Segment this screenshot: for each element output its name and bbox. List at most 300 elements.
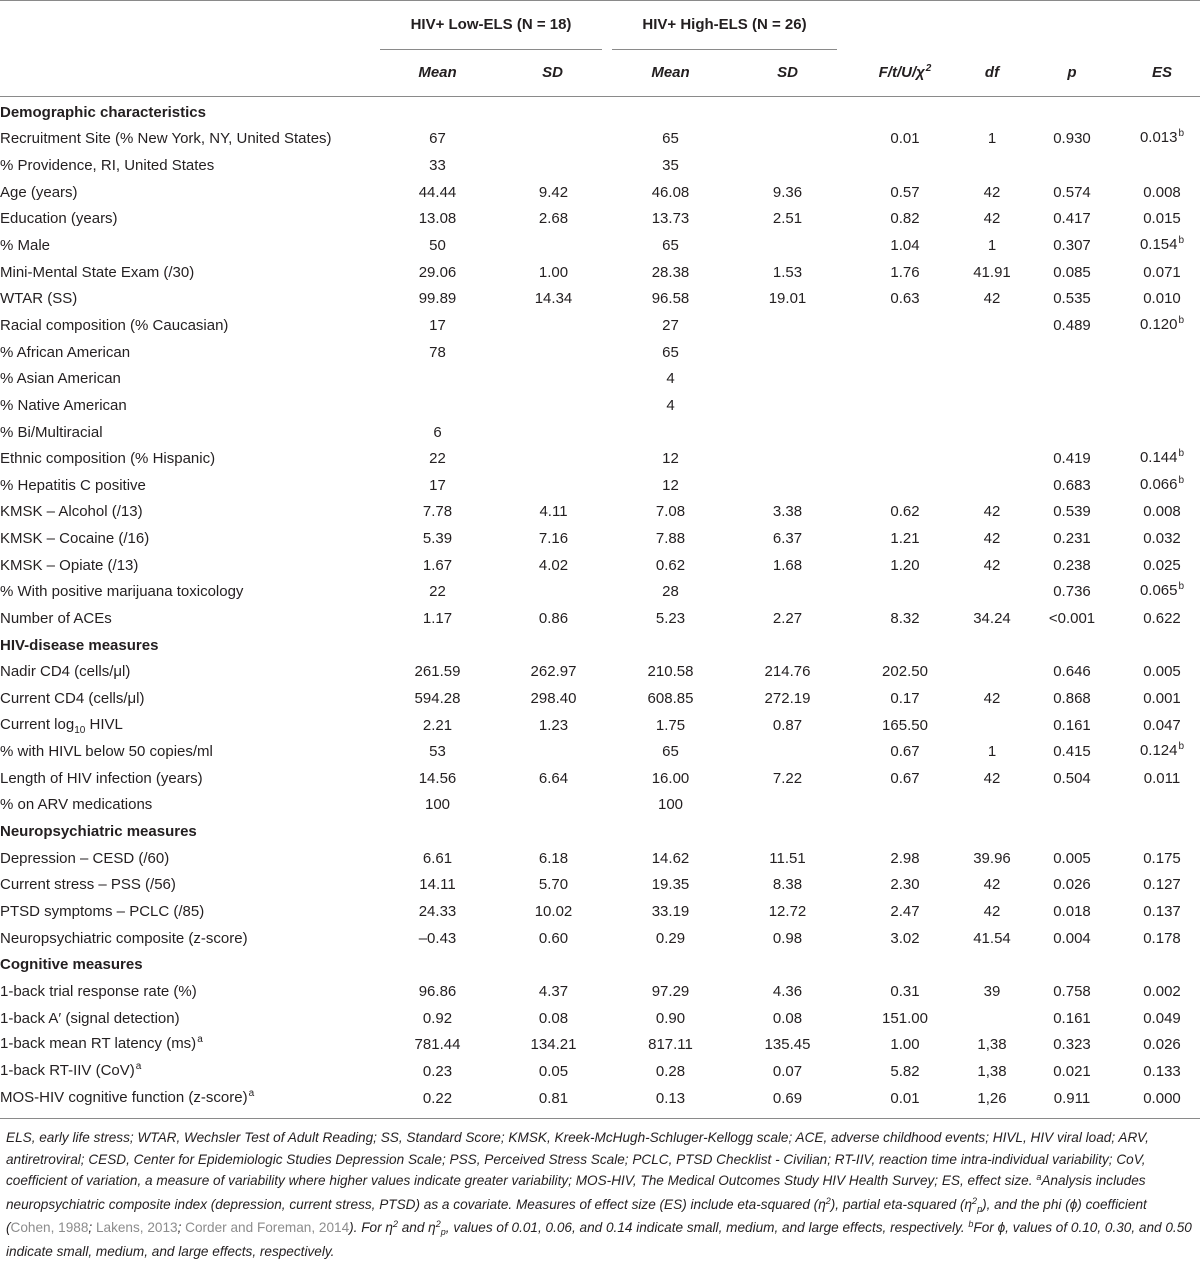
cell-effect-size: 0.065$^b$ xyxy=(1139,581,1185,600)
cell-df: 41.91 xyxy=(973,263,1011,281)
cell-effect-size: 0.622 xyxy=(1143,609,1181,627)
cell-test-statistic xyxy=(846,339,964,366)
cell-sd-high xyxy=(729,792,846,819)
cell-effect-size xyxy=(1124,952,1200,979)
cell-test-statistic xyxy=(846,392,964,419)
row-label: % on ARV medications xyxy=(0,796,153,814)
row-label: Current $\log_{10}$ HIVL xyxy=(0,715,123,736)
cell-effect-size xyxy=(1124,152,1200,179)
cell-sd-low: 2.68 xyxy=(538,210,569,228)
cell-sd-high xyxy=(729,579,846,606)
cell-sd-high: 1.68 xyxy=(772,556,803,574)
cell-df xyxy=(964,445,1020,472)
cell-sd-high: 12.72 xyxy=(768,903,807,921)
cell-test-statistic: 1.00 xyxy=(890,1036,920,1054)
col-header-sd-high: SD xyxy=(777,64,798,81)
table-row xyxy=(0,898,1200,925)
citation-link[interactable]: Corder and Foreman, 2014 xyxy=(185,1220,350,1235)
cell-effect-size: 0.008 xyxy=(1143,183,1181,201)
footnote-a-text: and η xyxy=(397,1220,436,1235)
cell-mean-high: 65 xyxy=(662,237,679,255)
table-row xyxy=(0,978,1200,1005)
cell-mean-high: 46.08 xyxy=(651,183,690,201)
cell-test-statistic xyxy=(846,152,964,179)
cell-effect-size: 0.047 xyxy=(1143,716,1181,734)
cell-df xyxy=(964,632,1020,659)
cell-test-statistic: 165.50 xyxy=(882,716,928,734)
cell-mean-high: 12 xyxy=(662,450,679,468)
cell-mean-high: 0.62 xyxy=(655,556,686,574)
cell-df xyxy=(964,579,1020,606)
cell-df xyxy=(964,99,1020,126)
cell-mean-low: 594.28 xyxy=(414,689,461,707)
cell-sd-low xyxy=(495,99,612,126)
cell-test-statistic: 1.76 xyxy=(890,263,920,281)
row-label: % Asian American xyxy=(0,370,121,388)
cell-sd-low: 134.21 xyxy=(530,1036,577,1054)
cell-mean-low: 44.44 xyxy=(418,183,457,201)
cell-effect-size xyxy=(1124,632,1200,659)
cell-mean-low: 67 xyxy=(429,130,446,148)
cell-effect-size: 0.001 xyxy=(1143,689,1181,707)
row-label: % Providence, RI, United States xyxy=(0,157,215,175)
cell-p-value: 0.161 xyxy=(1053,716,1091,734)
cell-p-value xyxy=(1020,952,1124,979)
table-row xyxy=(0,312,1200,339)
cell-mean-low: 781.44 xyxy=(414,1036,461,1054)
cell-test-statistic xyxy=(846,365,964,392)
cell-effect-size: 0.032 xyxy=(1143,530,1181,548)
cell-sd-low xyxy=(495,232,612,259)
table-row xyxy=(0,1058,1200,1085)
cell-p-value: 0.417 xyxy=(1053,210,1091,228)
cell-sd-low: 5.70 xyxy=(538,876,569,894)
cell-p-value: 0.026 xyxy=(1053,876,1091,894)
cell-sd-low: 4.37 xyxy=(538,982,569,1000)
cell-p-value: 0.085 xyxy=(1053,263,1091,281)
cell-p-value xyxy=(1020,632,1124,659)
cell-mean-high: 5.23 xyxy=(655,609,686,627)
cell-sd-high: 1.53 xyxy=(772,263,803,281)
row-label: Length of HIV infection (years) xyxy=(0,769,203,787)
cell-df: 1 xyxy=(987,130,997,148)
cell-df xyxy=(964,152,1020,179)
footnote-a-text: ), partial eta-squared (η xyxy=(830,1196,973,1212)
cell-p-value xyxy=(1020,365,1124,392)
cell-sd-low: 4.11 xyxy=(539,503,568,521)
table-row xyxy=(0,152,1200,179)
table-row xyxy=(0,259,1200,286)
cell-df: 39 xyxy=(983,982,1001,1000)
cell-sd-low: 262.97 xyxy=(530,663,577,681)
cell-df: 42 xyxy=(983,689,1001,707)
row-label: PTSD symptoms – PCLC (/85) xyxy=(0,903,205,921)
cell-sd-low: 6.18 xyxy=(538,849,569,867)
cell-sd-low xyxy=(495,632,612,659)
cell-p-value: 0.323 xyxy=(1053,1036,1091,1054)
table-row xyxy=(0,339,1200,366)
cell-mean-high: 100 xyxy=(657,796,684,814)
cell-sd-high: 135.45 xyxy=(764,1036,811,1054)
footnote-a-text: Analysis includes neuropsychiatric composite index (depression, current stress, PTSD) as a covariate. Measures of effect size (ES) include eta-squared (η xyxy=(6,1173,1146,1212)
cell-sd-low: 0.86 xyxy=(538,609,569,627)
cell-sd-high: 19.01 xyxy=(768,290,807,308)
row-label: 1-back trial response rate (%) xyxy=(0,982,197,1000)
test-statistic-label: F/t/U/χ xyxy=(878,64,925,81)
cell-sd-high: 0.87 xyxy=(772,716,803,734)
cell-effect-size: 0.120$^b$ xyxy=(1139,314,1185,333)
cell-test-statistic: 0.67 xyxy=(890,769,920,787)
cell-sd-high: 0.08 xyxy=(772,1009,803,1027)
cell-mean-high: 4 xyxy=(666,370,675,388)
table-row xyxy=(0,552,1200,579)
row-label: % Male xyxy=(0,237,51,255)
cell-mean-low: 13.08 xyxy=(418,210,457,228)
cell-mean-high: 0.29 xyxy=(655,929,686,947)
cell-p-value xyxy=(1020,99,1124,126)
cell-mean-high xyxy=(612,99,729,126)
cell-effect-size xyxy=(1124,392,1200,419)
cell-df: 42 xyxy=(983,876,1001,894)
cell-p-value: 0.161 xyxy=(1053,1009,1091,1027)
cell-sd-low xyxy=(495,152,612,179)
cell-sd-low xyxy=(495,818,612,845)
cell-effect-size: 0.133 xyxy=(1143,1062,1181,1080)
cell-mean-low: 99.89 xyxy=(418,290,457,308)
cell-mean-low: 17 xyxy=(429,476,446,494)
cell-sd-high: 11.51 xyxy=(769,849,806,867)
cell-df: 1,38 xyxy=(977,1036,1007,1054)
cell-df: 42 xyxy=(983,530,1001,548)
cell-p-value: 0.005 xyxy=(1053,849,1091,867)
table-row xyxy=(0,365,1200,392)
cell-mean-high: 1.75 xyxy=(655,716,686,734)
cell-df xyxy=(964,339,1020,366)
footnote-a-text: ), and the phi (ϕ) coefficient ( xyxy=(6,1196,1147,1235)
cell-effect-size: 0.002 xyxy=(1143,982,1181,1000)
cell-test-statistic: 2.47 xyxy=(890,903,920,921)
cell-df: 42 xyxy=(983,290,1001,308)
row-label: % Bi/Multiracial xyxy=(0,423,103,441)
partial-eta-superscript: 2 xyxy=(435,1219,441,1229)
cell-test-statistic xyxy=(846,632,964,659)
group-rule-high-els xyxy=(612,49,837,50)
cell-sd-high: 272.19 xyxy=(764,689,811,707)
cell-test-statistic: 1.21 xyxy=(890,530,920,548)
cell-p-value: 0.021 xyxy=(1053,1062,1091,1080)
cell-sd-high xyxy=(729,365,846,392)
cell-sd-high: 0.69 xyxy=(772,1089,803,1107)
cell-mean-low: 22 xyxy=(429,450,446,468)
partial-eta-subscript: p xyxy=(977,1203,983,1214)
cell-df xyxy=(964,658,1020,685)
cell-df: 42 xyxy=(983,503,1001,521)
cell-sd-low: 10.02 xyxy=(534,903,573,921)
cell-sd-low: 0.81 xyxy=(538,1089,569,1107)
cell-mean-low: 0.92 xyxy=(422,1009,453,1027)
results-table xyxy=(0,99,1200,1111)
section-title: Neuropsychiatric measures xyxy=(0,823,197,841)
cell-sd-low xyxy=(495,579,612,606)
cell-sd-low: 1.00 xyxy=(538,263,569,281)
cell-mean-high: 33.19 xyxy=(651,903,690,921)
cell-effect-size: 0.127 xyxy=(1143,876,1181,894)
cell-test-statistic: 0.82 xyxy=(890,210,920,228)
cell-df xyxy=(964,1005,1020,1032)
col-header-es: ES xyxy=(1151,64,1172,81)
table-row xyxy=(0,925,1200,952)
cell-test-statistic xyxy=(846,99,964,126)
row-label: Depression – CESD (/60) xyxy=(0,849,170,867)
row-label: % with HIVL below 50 copies/ml xyxy=(0,743,213,761)
cell-df: 34.24 xyxy=(973,609,1011,627)
cell-mean-low: 29.06 xyxy=(418,263,457,281)
cell-mean-low: 261.59 xyxy=(414,663,461,681)
cell-mean-low: 33 xyxy=(429,157,446,175)
cell-test-statistic: 3.02 xyxy=(890,929,920,947)
cell-effect-size: 0.025 xyxy=(1143,556,1181,574)
cell-p-value: 0.758 xyxy=(1053,982,1091,1000)
cell-mean-low xyxy=(380,952,495,979)
cell-p-value xyxy=(1020,792,1124,819)
partial-eta-superscript: 2 xyxy=(972,1195,978,1206)
cell-test-statistic: 0.01 xyxy=(890,130,920,148)
cell-df: 41.54 xyxy=(973,929,1011,947)
cell-mean-high: 65 xyxy=(662,343,679,361)
cell-effect-size: 0.049 xyxy=(1143,1009,1181,1027)
cell-df: 42 xyxy=(983,556,1001,574)
cell-mean-low xyxy=(380,365,495,392)
cell-sd-low xyxy=(495,365,612,392)
cell-mean-high: 96.58 xyxy=(651,290,690,308)
row-label: KMSK – Alcohol (/13) xyxy=(0,503,143,521)
cell-sd-low xyxy=(495,472,612,499)
cell-mean-low: 50 xyxy=(429,237,446,255)
table-row xyxy=(0,605,1200,632)
cell-df: 1 xyxy=(987,743,997,761)
cell-sd-high: 4.36 xyxy=(772,982,803,1000)
cell-mean-high: 14.62 xyxy=(651,849,690,867)
header-bottom-rule xyxy=(0,96,1200,97)
cell-mean-high: 19.35 xyxy=(651,876,690,894)
row-label: KMSK – Cocaine (/16) xyxy=(0,530,150,548)
cell-df xyxy=(964,392,1020,419)
row-label: Recruitment Site (% New York, NY, United States) xyxy=(0,130,332,148)
cell-effect-size: 0.175 xyxy=(1143,849,1181,867)
table-row xyxy=(0,499,1200,526)
partial-eta-subscript: p xyxy=(440,1227,446,1237)
row-label: Ethnic composition (% Hispanic) xyxy=(0,450,216,468)
col-header-mean-low: Mean xyxy=(418,64,457,81)
test-statistic-superscript: 2 xyxy=(925,63,932,74)
cell-mean-low: 78 xyxy=(429,343,446,361)
cell-mean-high: 13.73 xyxy=(651,210,690,228)
cell-p-value: 0.419 xyxy=(1053,450,1091,468)
cell-mean-high: 65 xyxy=(662,743,679,761)
cell-sd-low: 298.40 xyxy=(530,689,577,707)
cell-effect-size: 0.066$^b$ xyxy=(1139,474,1185,493)
cell-sd-high xyxy=(729,312,846,339)
cell-effect-size xyxy=(1124,365,1200,392)
cell-p-value xyxy=(1020,339,1124,366)
cell-effect-size: 0.154$^b$ xyxy=(1139,235,1185,254)
cell-test-statistic: 0.62 xyxy=(890,503,920,521)
row-label: Current stress – PSS (/56) xyxy=(0,876,176,894)
cell-sd-low xyxy=(495,738,612,765)
row-label: 1-back mean RT latency (ms)$^a$ xyxy=(0,1034,203,1053)
eta-squared-superscript: 2 xyxy=(825,1195,831,1206)
cell-sd-low: 1.23 xyxy=(538,716,569,734)
cell-mean-low xyxy=(380,818,495,845)
cell-p-value: 0.231 xyxy=(1053,530,1091,548)
table-row xyxy=(0,579,1200,606)
cell-mean-low: 5.39 xyxy=(422,530,453,548)
cell-df: 42 xyxy=(983,903,1001,921)
cell-mean-high: 28 xyxy=(662,583,679,601)
cell-test-statistic xyxy=(846,419,964,446)
cell-sd-high xyxy=(729,632,846,659)
footnote-a-text: ). For η xyxy=(349,1220,393,1235)
footnote-abbreviations: ELS, early life stress; WTAR, Wechsler Test of Adult Reading; SS, Standard Score; KMSK, Kreek-McHugh-Schluger-Kellogg scale; ACE, adverse childhood events; HIVL, HIV viral load; ARV, antiretroviral; CESD, Center for Epidemiologic Studies Depression Scale; PSS, Perceived Stress Scale; PCLC, PTSD Checklist - Civilian; RT-IIV, reaction time intra-individual variability; CoV, coefficient of variation, a measure of variability where higher values indicate greater variability; MOS-HIV, The Medical Outcomes Study HIV Health Survey; ES, effect size. xyxy=(6,1130,1149,1188)
cell-df xyxy=(964,952,1020,979)
cell-mean-high: 7.08 xyxy=(655,503,686,521)
cell-sd-low xyxy=(495,339,612,366)
cell-sd-high xyxy=(729,99,846,126)
cell-test-statistic xyxy=(846,472,964,499)
cell-mean-high: 12 xyxy=(662,476,679,494)
cell-test-statistic xyxy=(846,445,964,472)
col-header-p: p xyxy=(1067,64,1077,81)
cell-p-value: <0.001 xyxy=(1048,609,1096,627)
table-row xyxy=(0,738,1200,765)
section-title: Demographic characteristics xyxy=(0,103,206,121)
row-label: % African American xyxy=(0,343,131,361)
cell-mean-low xyxy=(380,392,495,419)
cell-sd-high: 8.38 xyxy=(772,876,803,894)
section-title: HIV-disease measures xyxy=(0,636,159,654)
cell-df xyxy=(964,312,1020,339)
row-label: MOS-HIV cognitive function (z-score)$^a$ xyxy=(0,1087,255,1106)
group-header-high-els: HIV+ High-ELS (N = 26) xyxy=(642,16,807,33)
cell-test-statistic: 0.67 xyxy=(890,743,920,761)
cell-p-value: 0.238 xyxy=(1053,556,1091,574)
row-label: Mini-Mental State Exam (/30) xyxy=(0,263,195,281)
cell-p-value: 0.930 xyxy=(1053,130,1091,148)
cell-sd-low xyxy=(495,419,612,446)
cell-p-value: 0.415 xyxy=(1053,743,1091,761)
cell-sd-high xyxy=(729,152,846,179)
cell-sd-high: 6.37 xyxy=(772,530,803,548)
cell-mean-low: –0.43 xyxy=(418,929,457,947)
row-label: Number of ACEs xyxy=(0,609,112,627)
cell-df: 42 xyxy=(983,769,1001,787)
cell-sd-high xyxy=(729,232,846,259)
cell-effect-size: 0.071 xyxy=(1143,263,1181,281)
cell-mean-low: 6 xyxy=(433,423,442,441)
footnote-b-text: For ϕ, values of 0.10, 0.30, and 0.50 indicate small, medium, and large effects, respectively. xyxy=(6,1220,1192,1259)
cell-test-statistic: 8.32 xyxy=(890,609,920,627)
cell-p-value: 0.504 xyxy=(1053,769,1091,787)
cell-df: 42 xyxy=(983,210,1001,228)
cell-effect-size xyxy=(1124,419,1200,446)
cell-sd-low: 6.64 xyxy=(538,769,569,787)
cell-effect-size xyxy=(1124,792,1200,819)
row-label: % Hepatitis C positive xyxy=(0,476,146,494)
cell-test-statistic: 0.31 xyxy=(890,982,920,1000)
section-header-row xyxy=(0,632,1200,659)
cell-p-value: 0.307 xyxy=(1053,237,1091,255)
cell-mean-low: 1.67 xyxy=(422,556,453,574)
cell-df xyxy=(964,818,1020,845)
table-row xyxy=(0,1031,1200,1058)
cell-df xyxy=(964,419,1020,446)
cell-mean-low: 2.21 xyxy=(422,716,453,734)
cell-sd-high: 3.38 xyxy=(772,503,803,521)
cell-sd-high: 0.07 xyxy=(772,1062,803,1080)
row-label: Age (years) xyxy=(0,183,78,201)
cell-p-value: 0.736 xyxy=(1053,583,1091,601)
cell-mean-low: 14.56 xyxy=(418,769,457,787)
cell-effect-size: 0.015 xyxy=(1143,210,1181,228)
cell-sd-low xyxy=(495,312,612,339)
table-row xyxy=(0,765,1200,792)
cell-sd-low xyxy=(495,445,612,472)
cell-p-value xyxy=(1020,818,1124,845)
cell-mean-high: 28.38 xyxy=(651,263,690,281)
row-label: Neuropsychiatric composite (z-score) xyxy=(0,929,248,947)
cell-test-statistic xyxy=(846,792,964,819)
col-header-mean-high: Mean xyxy=(651,64,690,81)
cell-mean-low: 53 xyxy=(429,743,446,761)
table-row xyxy=(0,845,1200,872)
cell-test-statistic: 202.50 xyxy=(882,663,928,681)
cell-mean-low: 100 xyxy=(424,796,451,814)
cell-effect-size: 0.000 xyxy=(1143,1089,1181,1107)
cell-df xyxy=(964,472,1020,499)
table-row xyxy=(0,658,1200,685)
cell-mean-low: 22 xyxy=(429,583,446,601)
table-row xyxy=(0,872,1200,899)
cell-p-value xyxy=(1020,152,1124,179)
cell-df: 1 xyxy=(987,237,997,255)
cell-sd-high xyxy=(729,419,846,446)
cell-mean-low: 6.61 xyxy=(422,849,453,867)
table-row xyxy=(0,685,1200,712)
cell-sd-low xyxy=(495,392,612,419)
table-row xyxy=(0,285,1200,312)
cell-mean-low: 0.23 xyxy=(422,1062,453,1080)
cell-sd-high xyxy=(729,445,846,472)
cell-mean-high xyxy=(612,632,729,659)
cell-test-statistic: 5.82 xyxy=(890,1062,920,1080)
cell-sd-high xyxy=(729,472,846,499)
citation-link[interactable]: Lakens, 2013 xyxy=(95,1220,178,1235)
table-row xyxy=(0,232,1200,259)
cell-mean-low: 7.78 xyxy=(422,503,453,521)
cell-mean-low: 17 xyxy=(429,316,446,334)
cell-sd-high: 7.22 xyxy=(772,769,803,787)
cell-sd-low: 14.34 xyxy=(534,290,573,308)
row-label: Racial composition (% Caucasian) xyxy=(0,316,229,334)
cell-test-statistic: 2.30 xyxy=(890,876,920,894)
citation-link[interactable]: Cohen, 1988 xyxy=(10,1220,89,1235)
section-title: Cognitive measures xyxy=(0,956,143,974)
cell-sd-high xyxy=(729,738,846,765)
cell-mean-high xyxy=(612,419,729,446)
top-rule xyxy=(0,0,1200,1)
cell-mean-high: 7.88 xyxy=(655,530,686,548)
cell-sd-high xyxy=(729,392,846,419)
